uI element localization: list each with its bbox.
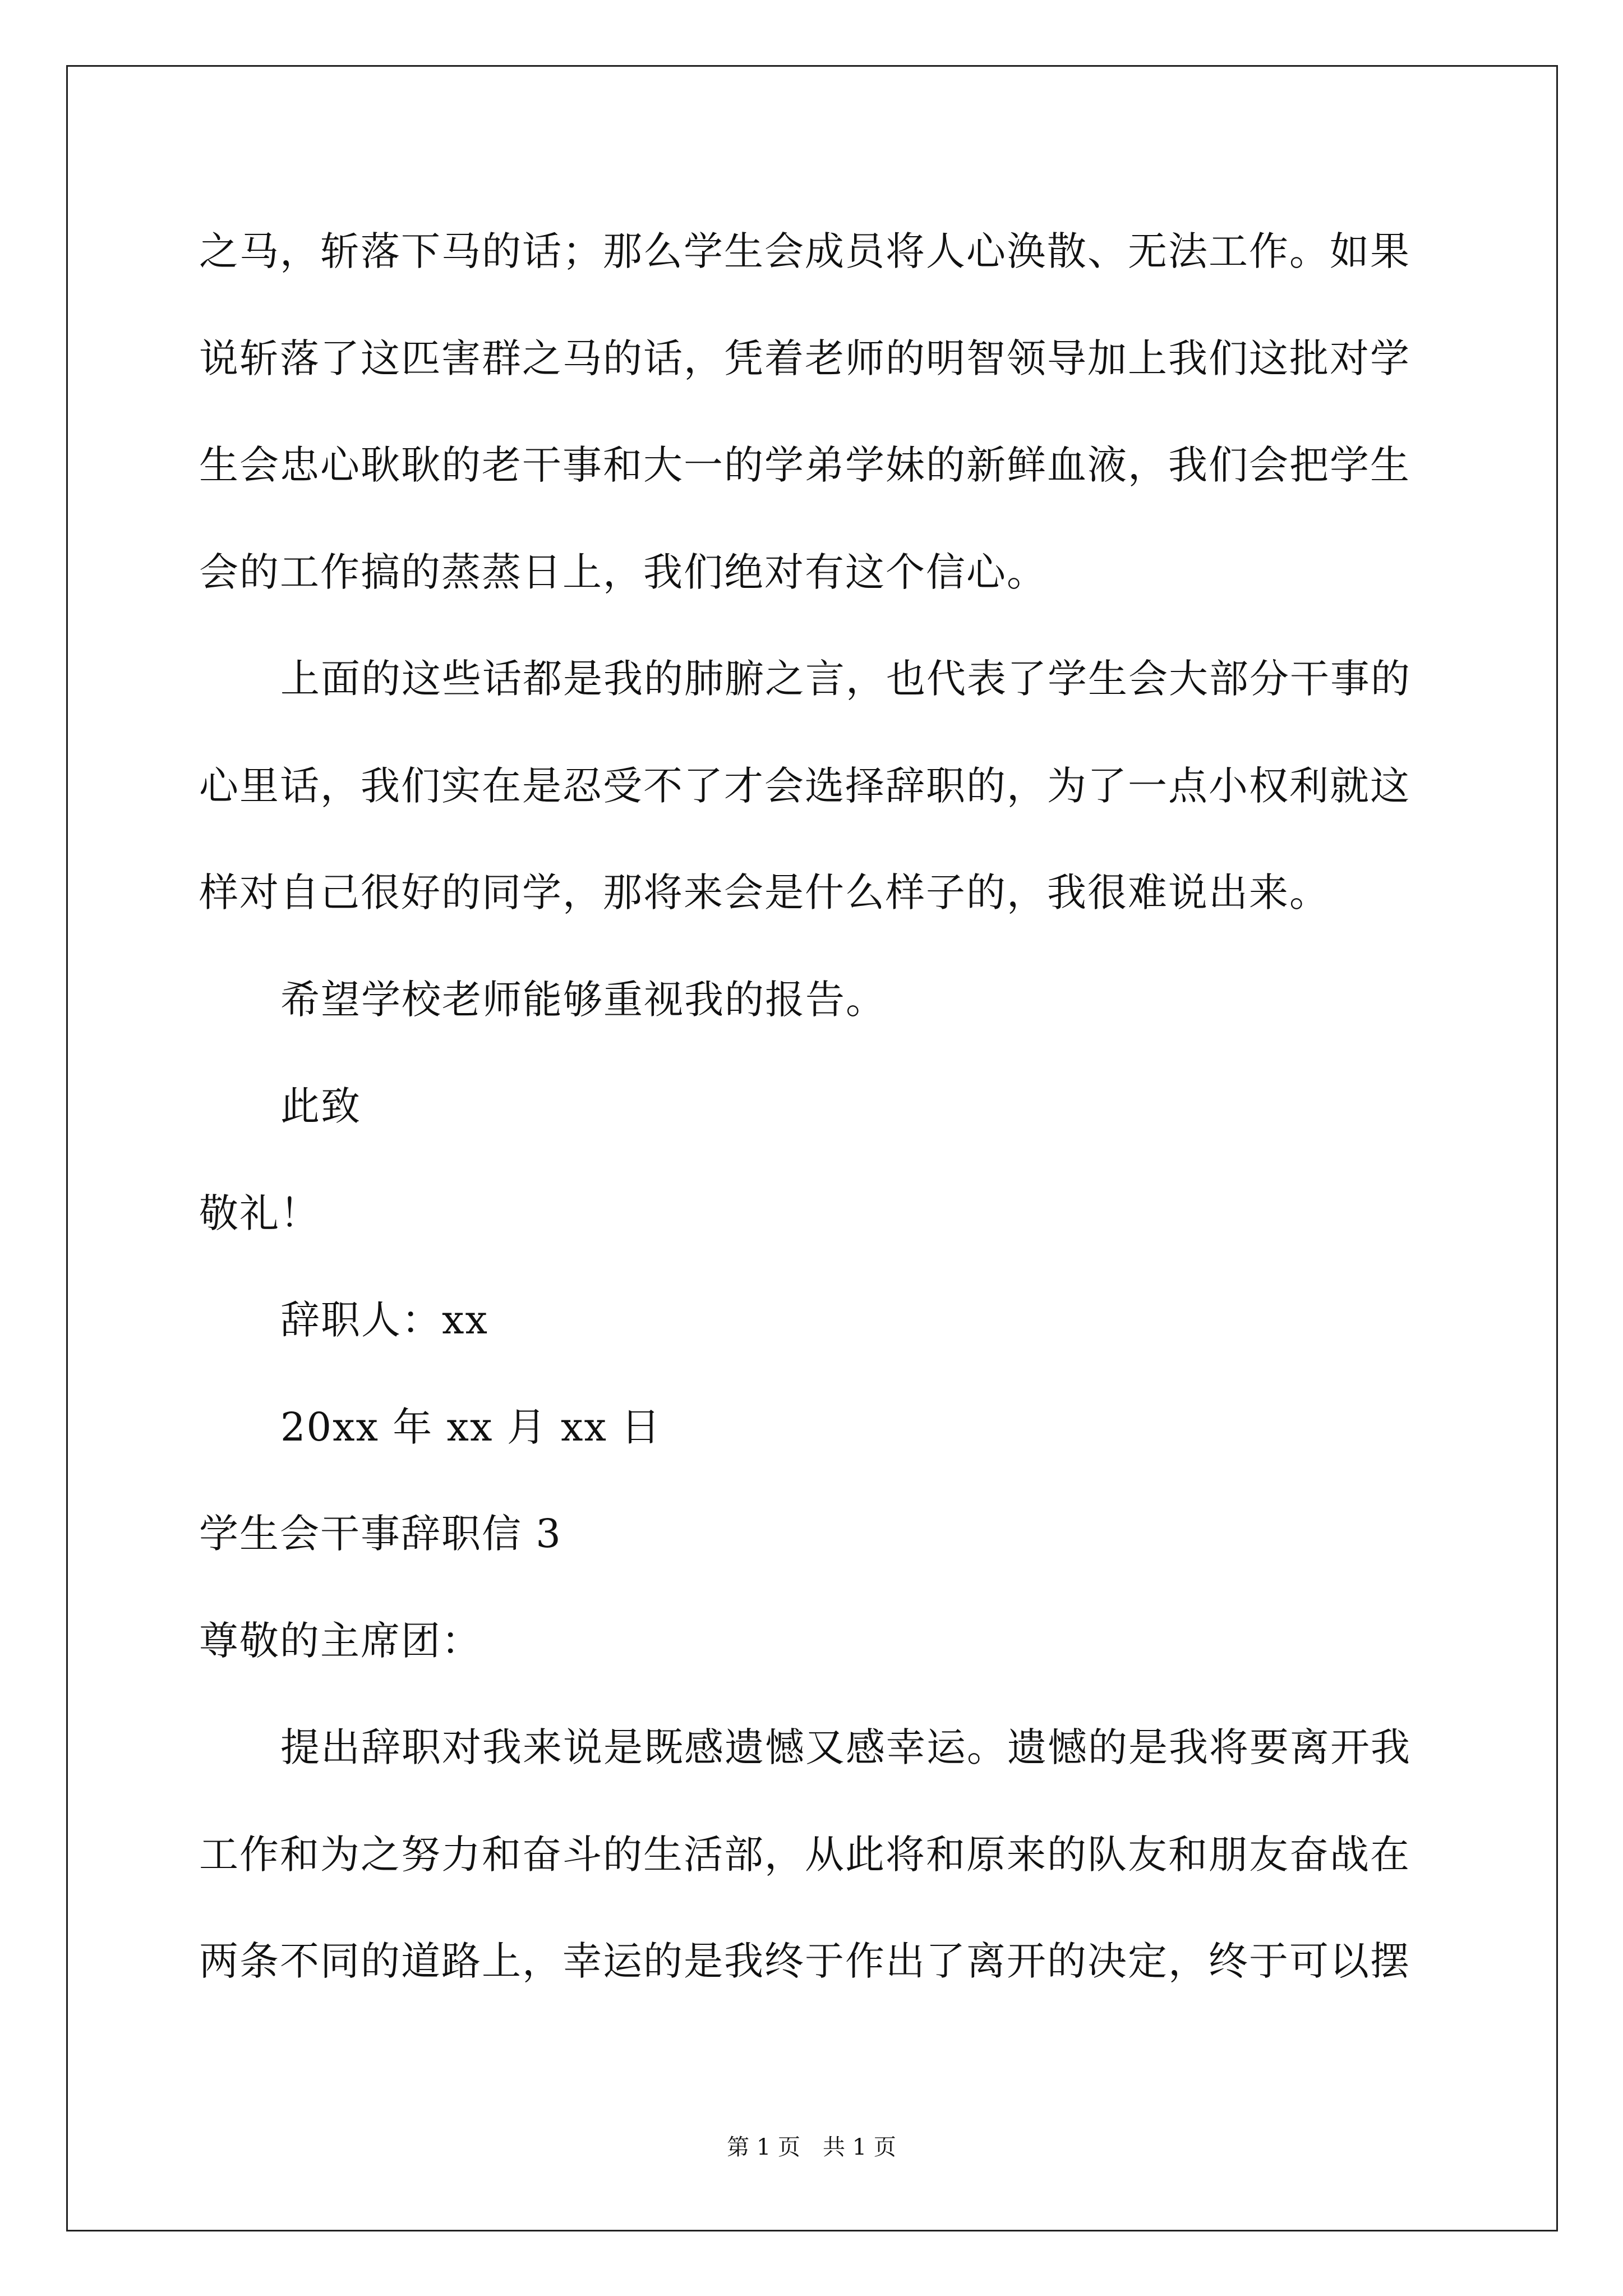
section-title: 学生会干事辞职信 3 [199, 1511, 562, 1557]
date-line: 20xx 年 xx 月 xx 日 [280, 1404, 662, 1450]
closing-line: 此致 [280, 1083, 361, 1129]
text-line: 之马，斩落下马的话；那么学生会成员将人心涣散、无法工作。如果 [199, 228, 1410, 274]
text-line: 两条不同的道路上，幸运的是我终于作出了离开的决定，终于可以摆 [199, 1938, 1410, 1984]
paragraph-start-line: 提出辞职对我来说是既感遗憾又感幸运。遗憾的是我将要离开我 [280, 1724, 1411, 1770]
signature-line: 辞职人：xx [280, 1297, 488, 1343]
salutation-line: 敬礼！ [199, 1190, 320, 1236]
paragraph-start-line: 上面的这些话都是我的肺腑之言，也代表了学生会大部分干事的 [280, 656, 1411, 702]
paragraph-start-line: 希望学校老师能够重视我的报告。 [280, 976, 886, 1023]
text-line: 会的工作搞的蒸蒸日上，我们绝对有这个信心。 [199, 549, 1047, 595]
text-line: 工作和为之努力和奋斗的生活部，从此将和原来的队友和朋友奋战在 [199, 1831, 1410, 1878]
text-line: 心里话，我们实在是忍受不了才会选择辞职的，为了一点小权利就这 [199, 762, 1410, 809]
text-line: 生会忠心耿耿的老干事和大一的学弟学妹的新鲜血液，我们会把学生 [199, 442, 1410, 488]
greeting-line: 尊敬的主席团： [199, 1617, 482, 1664]
page-footer: 第 1 页 共 1 页 [727, 2134, 896, 2160]
document-body [199, 218, 1422, 2035]
text-line: 样对自己很好的同学，那将来会是什么样子的，我很难说出来。 [199, 869, 1330, 915]
text-line: 说斩落了这匹害群之马的话，凭着老师的明智领导加上我们这批对学 [199, 335, 1410, 381]
